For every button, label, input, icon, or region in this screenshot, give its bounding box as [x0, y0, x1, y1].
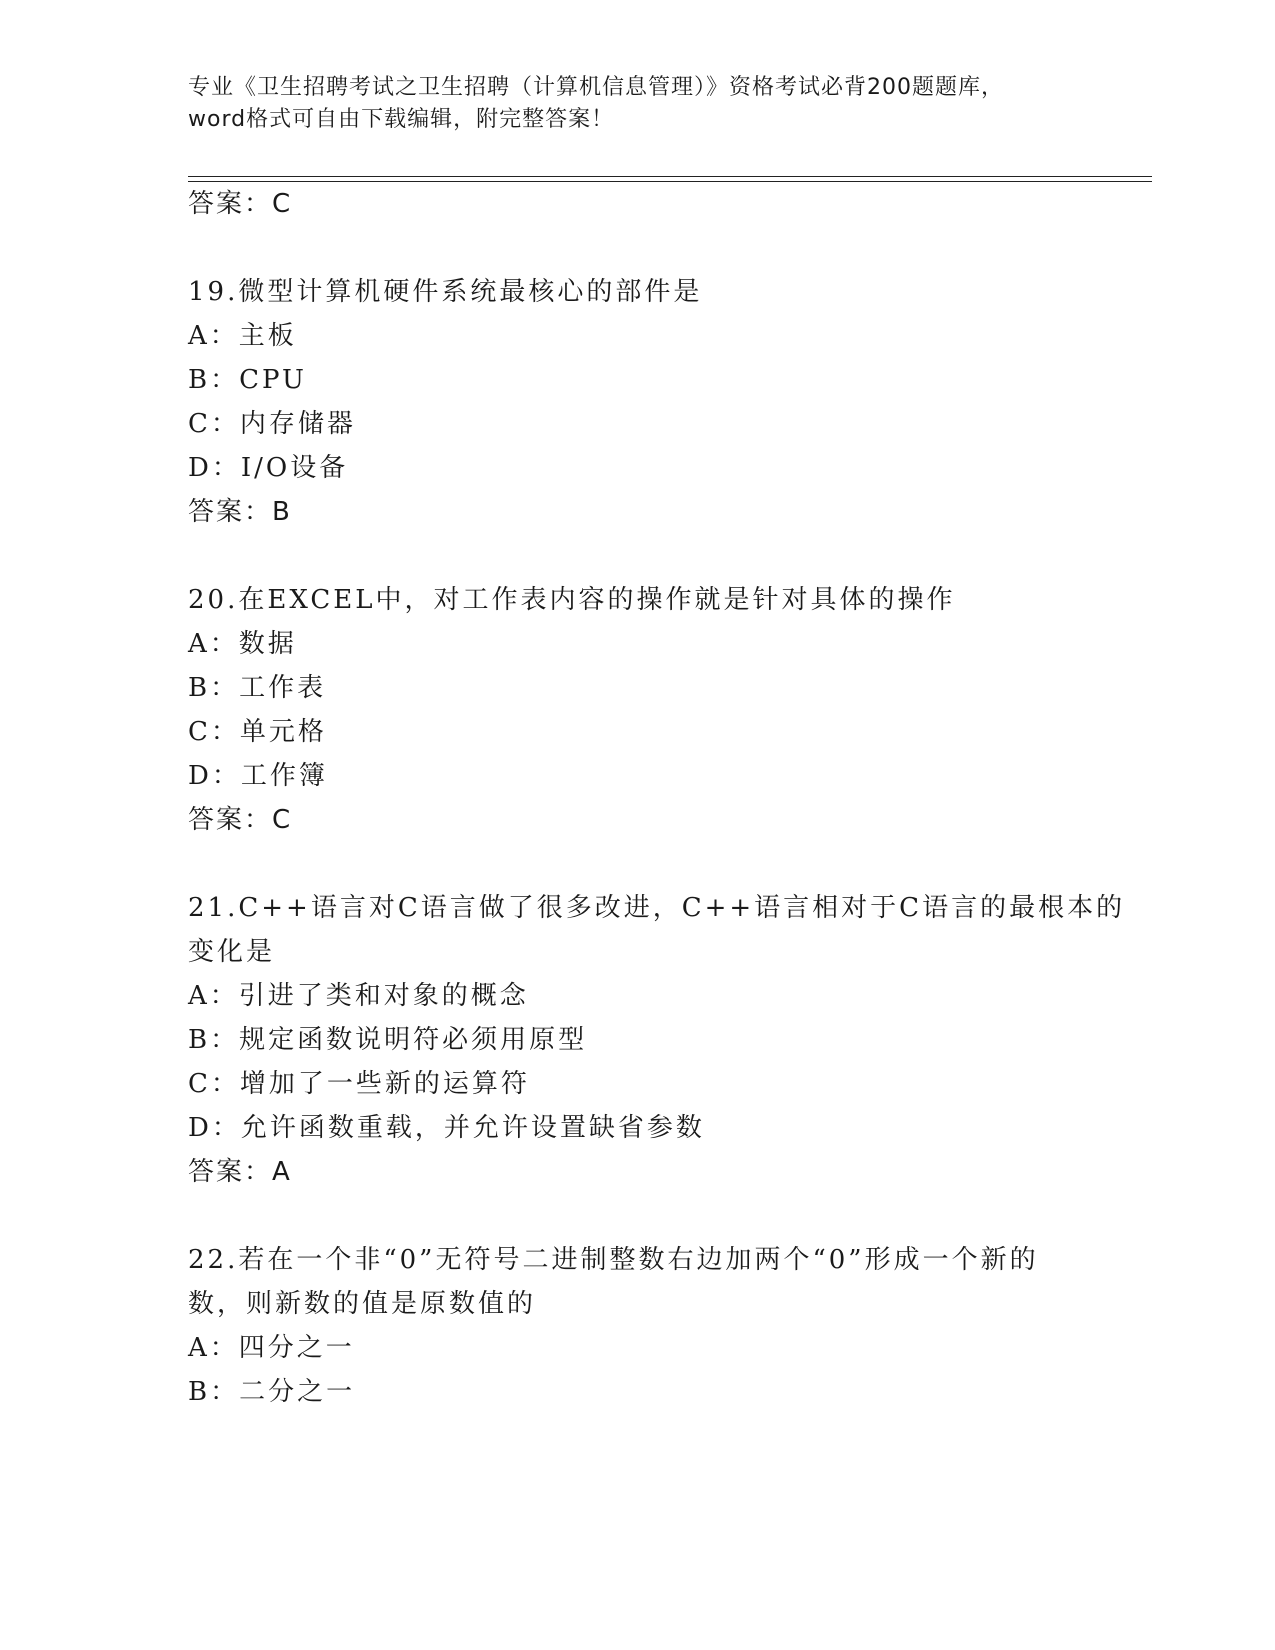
question-22-option-a: A：四分之一	[188, 1333, 355, 1363]
question-21-answer: 答案：A	[188, 1157, 292, 1187]
question-21-stem-line-2: 变化是	[188, 937, 276, 967]
question-19-option-a: A：主板	[188, 321, 297, 351]
question-21-option-b: B：规定函数说明符必须用原型	[188, 1025, 588, 1055]
header-line-1: 专业《卫生招聘考试之卫生招聘（计算机信息管理）》资格考试必背200题题库，	[188, 75, 1004, 100]
header-divider-top	[188, 176, 1152, 177]
question-22-stem-line-2: 数，则新数的值是原数值的	[188, 1289, 537, 1319]
question-21-option-c: C：增加了一些新的运算符	[188, 1069, 530, 1099]
question-19-option-c: C：内存储器	[188, 409, 356, 439]
question-19-answer: 答案：B	[188, 497, 292, 527]
question-19-option-b: B：CPU	[188, 365, 307, 395]
question-20-answer: 答案：C	[188, 805, 293, 835]
question-20-stem: 20.在EXCEL中，对工作表内容的操作就是针对具体的操作	[188, 585, 956, 615]
header-line-2: word格式可自由下载编辑，附完整答案！	[188, 107, 615, 132]
question-22-option-b: B：二分之一	[188, 1377, 356, 1407]
question-21-stem-line-1: 21.C++语言对C语言做了很多改进，C++语言相对于C语言的最根本的	[188, 893, 1126, 923]
answer-previous: 答案：C	[188, 189, 293, 219]
question-20-option-d: D：工作簿	[188, 761, 328, 791]
question-19-stem: 19.微型计算机硬件系统最核心的部件是	[188, 277, 703, 307]
question-20-option-c: C：单元格	[188, 717, 327, 747]
question-21-option-d: D：允许函数重载，并允许设置缺省参数	[188, 1113, 705, 1143]
header-divider-bottom	[188, 181, 1152, 182]
question-22-stem-line-1: 22.若在一个非“0”无符号二进制整数右边加两个“0”形成一个新的	[188, 1245, 1039, 1275]
question-19-option-d: D：I/O设备	[188, 453, 349, 483]
document-header	[188, 72, 1088, 136]
question-20-option-a: A：数据	[188, 629, 297, 659]
question-20-option-b: B：工作表	[188, 673, 327, 703]
question-21-option-a: A：引进了类和对象的概念	[188, 981, 529, 1011]
